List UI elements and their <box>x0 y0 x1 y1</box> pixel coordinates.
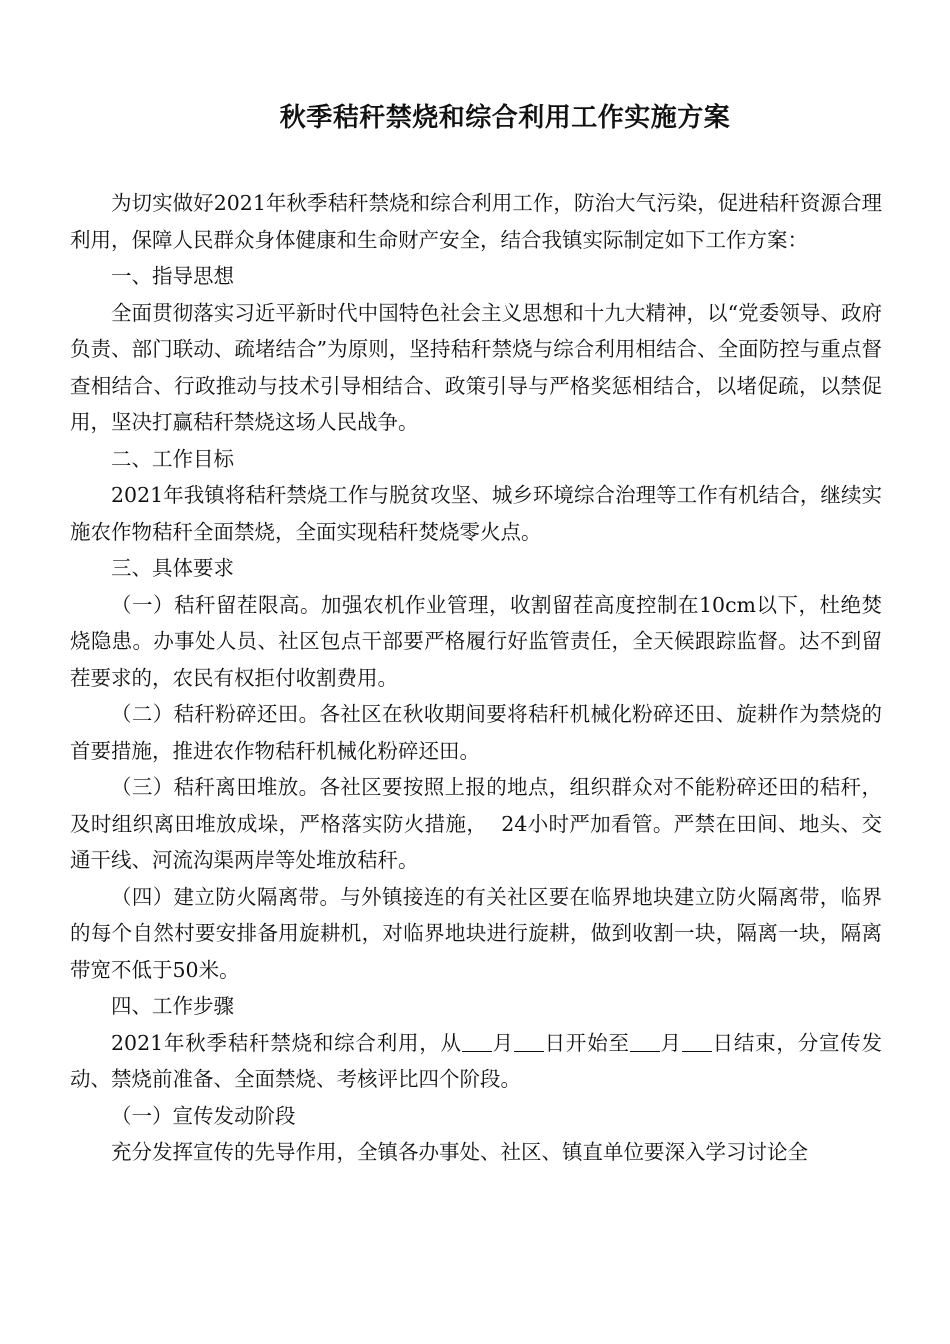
document-body <box>70 185 882 1171</box>
blank-line <box>462 1030 492 1052</box>
section-heading-guiding-ideology: 一、指导思想 <box>111 264 234 288</box>
publicity-paragraph: 充分发挥宣传的先导作用，全镇各办事处、社区、镇直单位要深入学习讨论全 <box>111 1140 808 1164</box>
blank-line <box>682 1030 712 1052</box>
work-steps-day-2: 日结束，分宣传发动、禁烧前准备、全面禁烧、考核评比四个阶段。 <box>70 1030 883 1091</box>
work-goals-paragraph: 2021年我镇将秸秆禁烧工作与脱贫攻坚、城乡环境综合治理等工作有机结合，继续实施农作物秸秆全面禁烧，全面实现秸秆焚烧零火点。 <box>70 483 882 544</box>
work-steps-month-1: 月 <box>491 1030 514 1055</box>
work-steps-day-1: 日开始至 <box>543 1030 630 1055</box>
work-steps-text-start: 2021年秋季秸秆禁烧和综合利用，从 <box>111 1030 462 1055</box>
blank-line <box>630 1030 660 1052</box>
guiding-ideology-paragraph: 全面贯彻落实习近平新时代中国特色社会主义思想和十九大精神，以“党委领导、政府负责、部门联动、疏堵结合”为原则，坚持秸秆禁烧与综合利用相结合、全面防控与重点督查相结合、行政推动与技术引导相结合、政策引导与严格奖惩相结合，以堵促疏，以禁促用，坚决打赢秸秆禁烧这场人民战争。 <box>70 300 882 434</box>
section-heading-specific-requirements: 三、具体要求 <box>111 556 234 580</box>
subsection-heading-publicity: （一）宣传发动阶段 <box>111 1103 296 1128</box>
section-heading-work-goals: 二、工作目标 <box>111 446 234 471</box>
requirement-straw-returning: （二）秸秆粉碎还田。各社区在秋收期间要将秸秆机械化粉碎还田、旋耕作为禁烧的首要措施，推进农作物秸秆机械化粉碎还田。 <box>70 702 882 763</box>
work-steps-month-2: 月 <box>659 1030 682 1055</box>
document-title: 秋季秸秆禁烧和综合利用工作实施方案 <box>279 103 731 133</box>
requirement-straw-stacking-part1: （三）秸秆离田堆放。各社区要按照上报的地点，组织群众对不能粉碎还田的秸秆，及时组织离田堆放成垛，严格落实防火措施， <box>70 775 882 836</box>
blank-line <box>514 1030 544 1052</box>
section-heading-work-steps: 四、工作步骤 <box>111 994 234 1018</box>
work-steps-paragraph <box>70 1025 882 1098</box>
requirement-straw-stacking-part2: 24小时严加看管。严禁在田间、地头、交通干线、河流沟渠两岸等处堆放秸秆。 <box>70 811 882 872</box>
requirement-stubble-height: （一）秸秆留茬限高。加强农机作业管理，收割留茬高度控制在10cm以下，杜绝焚烧隐患。办事处人员、社区包点干部要严格履行好监管责任，全天候跟踪监督。达不到留茬要求的，农民有权拒付收割费用。 <box>70 592 882 690</box>
requirement-firebreak: （四）建立防火隔离带。与外镇接连的有关社区要在临界地块建立防火隔离带，临界的每个自然村要安排备用旋耕机，对临界地块进行旋耕，做到收割一块，隔离一块，隔离带宽不低于50米。 <box>70 884 882 982</box>
intro-paragraph: 为切实做好2021年秋季秸秆禁烧和综合利用工作，防治大气污染，促进秸秆资源合理利用，保障人民群众身体健康和生命财产安全，结合我镇实际制定如下工作方案： <box>70 191 882 252</box>
requirement-straw-stacking <box>70 769 882 879</box>
